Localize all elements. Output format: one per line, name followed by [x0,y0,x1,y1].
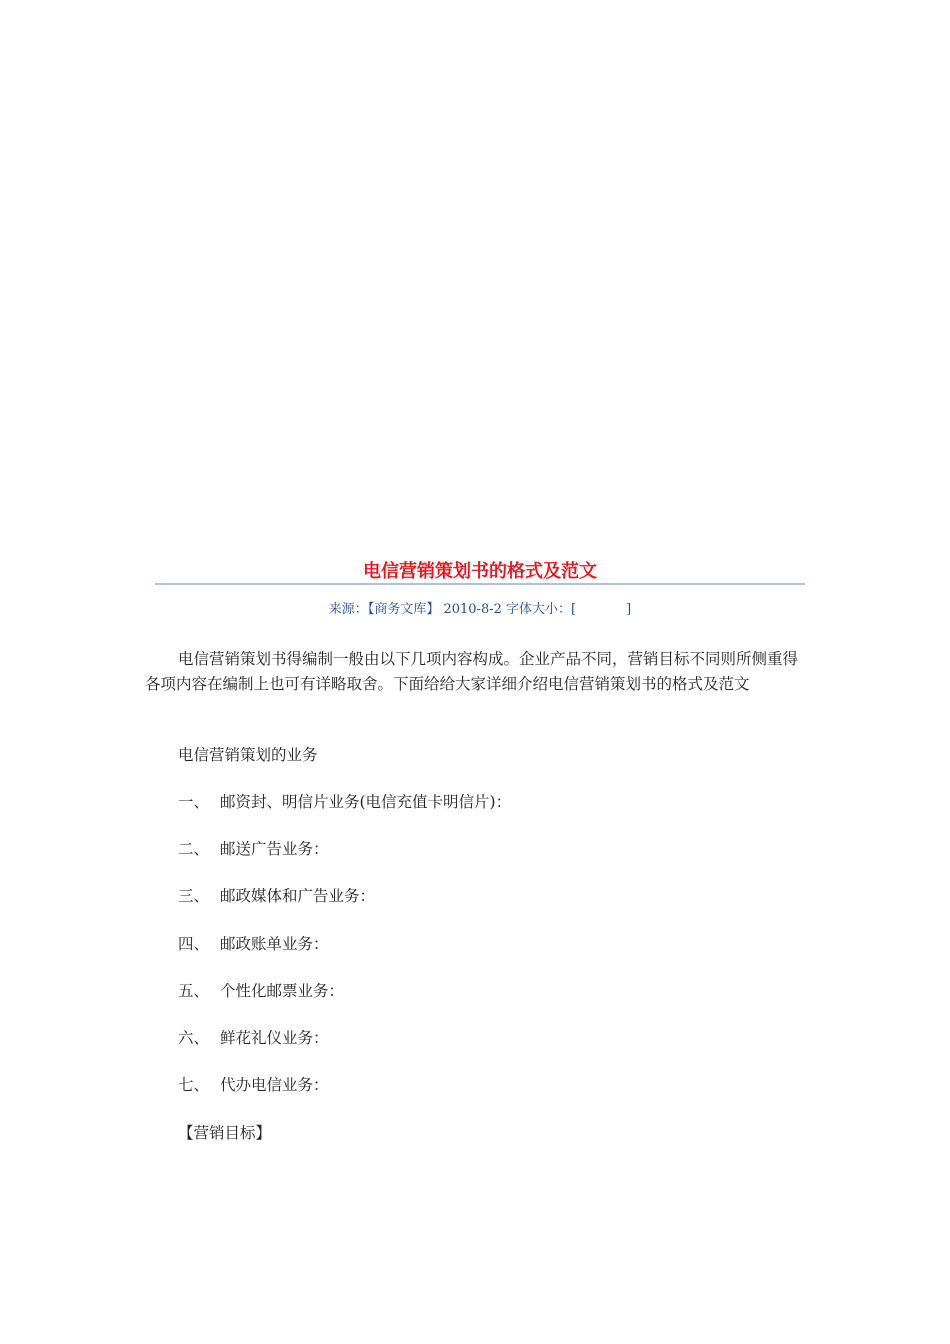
list-item-number: 四、 [178,935,210,953]
list-item [178,790,511,814]
source-name[interactable]: 【商务文库】 [367,602,440,617]
list-item-number: 七、 [178,1076,210,1094]
list-item-number: 一、 [178,793,210,811]
section-heading: 电信营销策划的业务 [178,746,318,764]
list-item-text: 邮政账单业务： [220,935,329,953]
list-item-text: 邮资封、明信片业务(电信充值卡明信片)： [220,793,512,811]
list-item [178,979,344,1003]
document-title: 电信营销策划书的格式及范文 [363,561,597,582]
publish-date: 2010-8-2 [443,602,502,617]
list-item-text: 代办电信业务： [220,1076,329,1094]
font-size-close: ] [626,602,632,617]
list-item-text: 鲜花礼仪业务： [220,1029,329,1047]
list-item-number: 五、 [178,982,210,1000]
list-item [178,932,329,956]
list-item [178,837,329,861]
list-item-text: 邮送广告业务： [220,840,329,858]
font-size-label: 字体大小：[ [506,602,577,617]
list-item-text: 邮政媒体和广告业务： [220,887,376,905]
goal-heading: 【营销目标】 [178,1124,272,1142]
list-item-number: 二、 [178,840,210,858]
article-meta [155,600,805,620]
list-item [178,884,375,908]
list-item-text: 个性化邮票业务： [220,982,345,1000]
list-item-number: 三、 [178,887,210,905]
list-item [178,1073,329,1097]
intro-paragraph: 电信营销策划书得编制一般由以下几项内容构成。企业产品不同，营销目标不同则所侧重得各项内容在编制上也可有详略取舍。下面给给大家详细介绍电信营销策划书的格式及范文 [145,650,799,693]
source-label: 来源： [328,602,368,617]
list-item-number: 六、 [178,1029,210,1047]
list-item [178,1026,329,1050]
title-divider [155,583,805,585]
